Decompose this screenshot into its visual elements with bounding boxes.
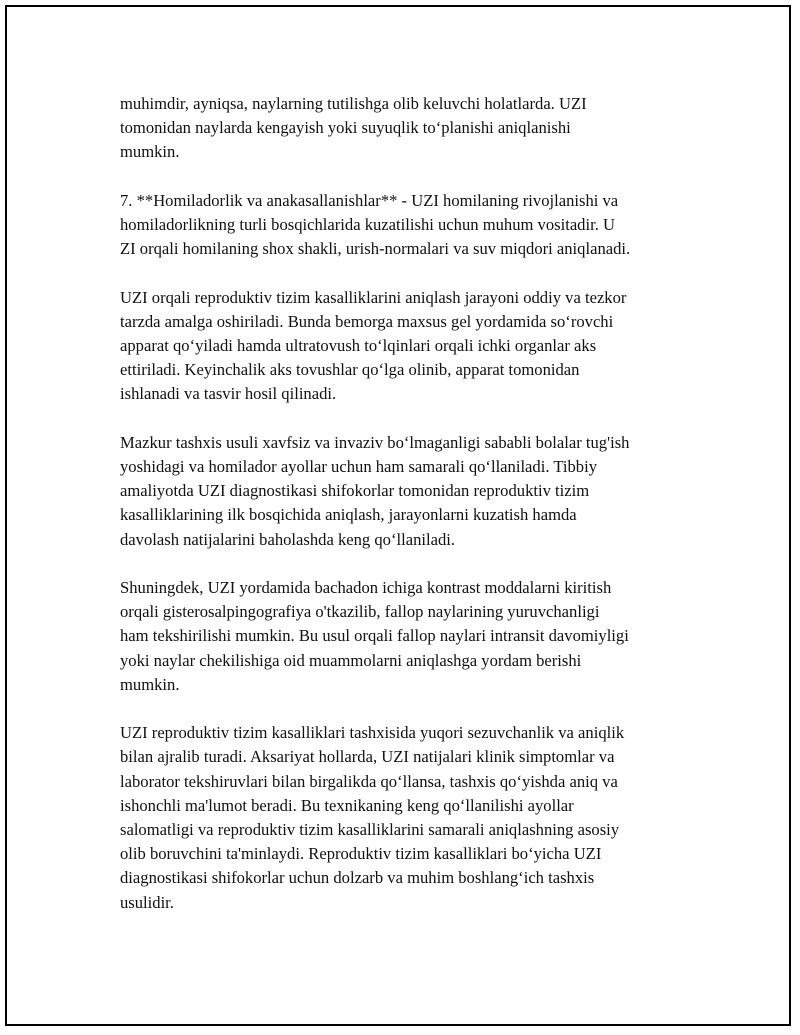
- text-line: laborator tekshiruvlari bilan birgalikda qo‘llansa, tashxis qo‘yishda aniq va: [120, 771, 618, 791]
- text-line: tarzda amalga oshiriladi. Bunda bemorga maxsus gel yordamida so‘rovchi: [120, 311, 614, 331]
- text-line: Shuningdek, UZI yordamida bachadon ichiga kontrast moddalarni kiritish: [120, 578, 612, 597]
- paragraph-2: [120, 189, 705, 262]
- text-line: diagnostikasi shifokorlar uchun dolzarb va muhim boshlang‘ich tashxis: [120, 868, 595, 888]
- paragraph-6: [120, 721, 705, 915]
- text-line: yoki naylar chekilishiga oid muammolarni aniqlashga yordam berishi: [120, 650, 582, 670]
- text-line: 7. **Homiladorlik va anakasallanishlar** - UZI homilaning rivojlanishi va: [120, 190, 619, 210]
- paragraph-3: [120, 286, 705, 407]
- text-line: apparat qo‘yiladi hamda ultratovush to‘lqinlari orqali ichki organlar aks: [120, 336, 597, 355]
- text-line: olib boruvchini ta'minlaydi. Reproduktiv tizim kasalliklari bo‘yicha UZI: [120, 844, 602, 864]
- paragraph-1: [120, 92, 705, 165]
- text-line: ishonchli ma'lumot beradi. Bu texnikaning keng qo‘llanilishi ayollar: [120, 795, 574, 815]
- text-line: UZI reproduktiv tizim kasalliklari tashxisida yuqori sezuvchanlik va aniqlik: [120, 723, 625, 743]
- text-line: tomonidan naylarda kengayish yoki suyuqlik to‘planishi aniqlanishi: [120, 118, 571, 138]
- text-line: usulidir.: [120, 892, 174, 912]
- text-line: homiladorlikning turli bosqichlarida kuzatilishi uchun muhum vositadir. U: [120, 215, 615, 234]
- text-line: bilan ajralib turadi. Aksariyat hollarda, UZI natijalari klinik simptomlar va: [120, 747, 615, 767]
- document-body: [120, 92, 705, 915]
- text-line: UZI orqali reproduktiv tizim kasalliklarini aniqlash jarayoni oddiy va tezkor: [120, 287, 627, 307]
- text-line: ZI orqali homilaning shox shakli, urish-normalari va suv miqdori aniqlanadi.: [120, 239, 631, 259]
- text-line: yoshidagi va homilador ayollar uchun ham samarali qo‘llaniladi. Tibbiy: [120, 457, 597, 476]
- text-line: orqali gisterosalpingografiya o'tkazilib, fallop naylarining yuruvchanligi: [120, 602, 600, 622]
- text-line: salomatligi va reproduktiv tizim kasalliklarini samarali aniqlashning asosiy: [120, 820, 620, 840]
- text-line: ham tekshirilishi mumkin. Bu usul orqali fallop naylari intransit davomiyligi: [120, 626, 629, 646]
- text-line: ettiriladi. Keyinchalik aks tovushlar qo‘lga olinib, apparat tomonidan: [120, 360, 580, 380]
- text-line: mumkin.: [120, 674, 180, 694]
- text-line: amaliyotda UZI diagnostikasi shifokorlar tomonidan reproduktiv tizim: [120, 481, 590, 501]
- paragraph-5: [120, 576, 705, 697]
- text-line: muhimdir, ayniqsa, naylarning tutilishga olib keluvchi holatlarda. UZI: [120, 94, 587, 113]
- paragraph-4: [120, 431, 705, 552]
- text-line: mumkin.: [120, 142, 180, 162]
- text-line: davolash natijalarini baholashda keng qo‘llaniladi.: [120, 529, 456, 549]
- text-line: ishlanadi va tasvir hosil qilinadi.: [120, 384, 337, 404]
- text-line: kasalliklarining ilk bosqichida aniqlash, jarayonlarni kuzatish hamda: [120, 505, 577, 525]
- text-line: Mazkur tashxis usuli xavfsiz va invaziv bo‘lmaganligi sababli bolalar tug'ish: [120, 432, 630, 452]
